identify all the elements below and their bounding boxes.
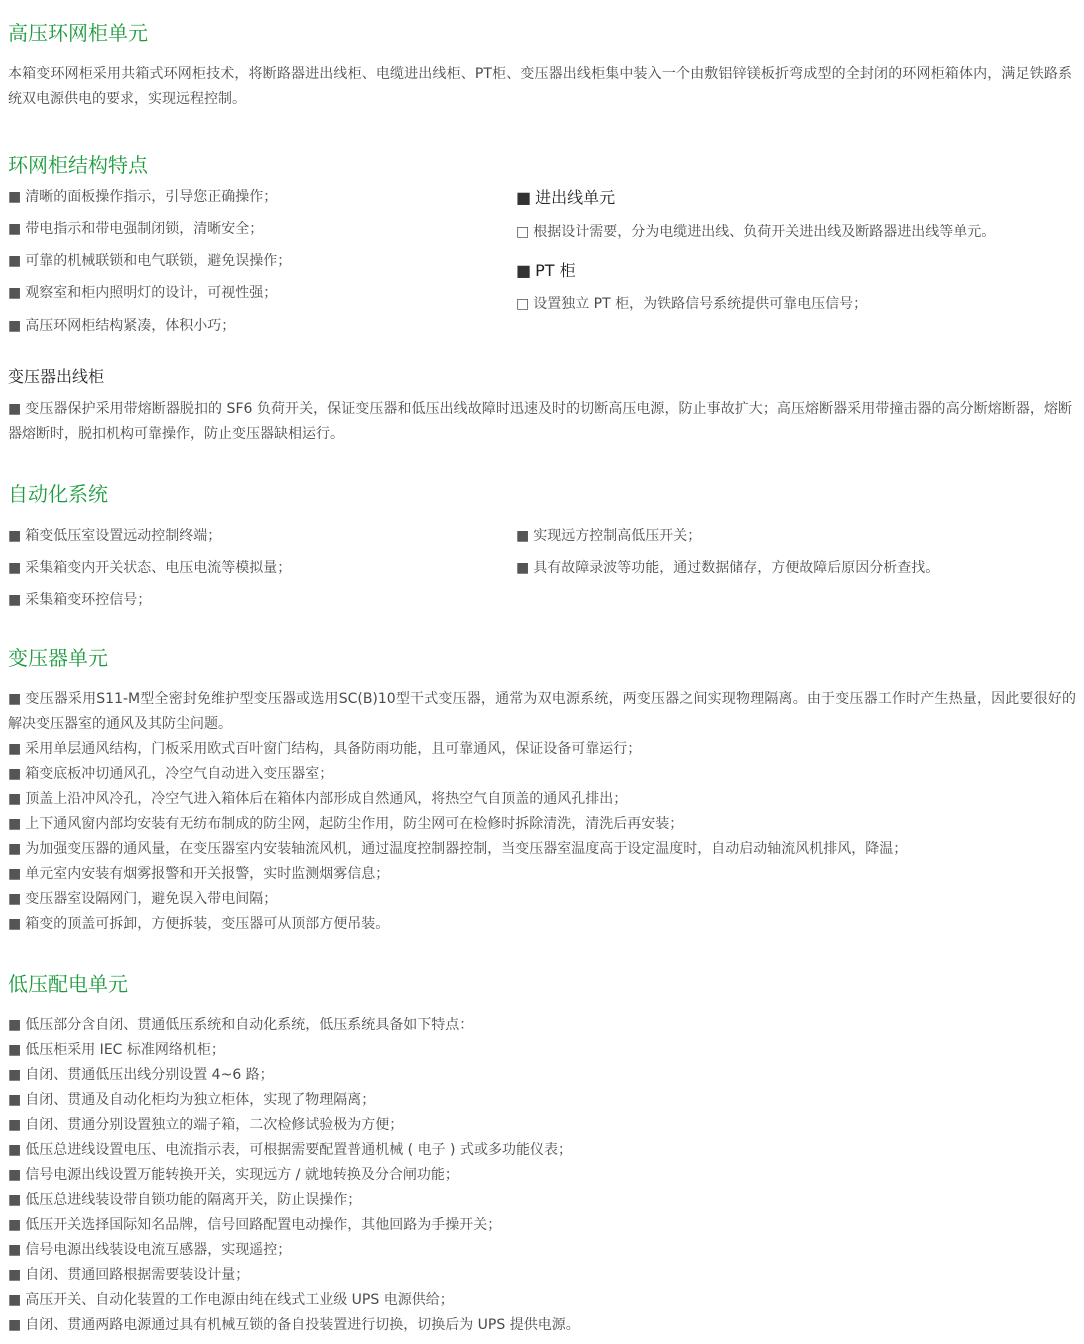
list-item: ■ 低压部分含自闭、贯通低压系统和自动化系统，低压系统具备如下特点： [8,1013,1076,1038]
subheading-label: 进出线单元 [535,188,616,207]
list-item: □ 设置独立 PT 柜，为铁路信号系统提供可靠电压信号； [516,294,867,314]
list-item: ■ 具有故障录波等功能，通过数据储存，方便故障后原因分析查找。 [516,558,939,578]
list-item: ■ 变压器采用S11-M型全密封免维护型变压器或选用SC(B)10型干式变压器，通常为双电源系统，两变压器之间实现物理隔离。由于变压器工作时产生热量，因此要很好的解决变压器室的通风及其防尘问题。 [8,687,1076,737]
list-item: ■ 自闭、贯通低压出线分别设置 4~6 路； [8,1063,1076,1088]
transformer-unit-list [8,687,1076,937]
square-bullet-icon: ■ [8,401,22,417]
list-item: ■ 自闭、贯通回路根据需要装设计量； [8,1263,1076,1288]
subheading-pt-cabinet [516,261,576,281]
section-title-structure: 环网柜结构特点 [8,153,148,177]
list-item: ■ 自闭、贯通两路电源通过具有机械互锁的备自投装置进行切换，切换后为 UPS 提供电源。 [8,1313,1076,1338]
section-title-lv-distribution: 低压配电单元 [8,972,128,996]
list-item: ■ 单元室内安装有烟雾报警和开关报警，实时监测烟雾信息； [8,862,1076,887]
list-item: ■ 信号电源出线装设电流互感器，实现遥控； [8,1238,1076,1263]
paragraph-text: 变压器保护采用带熔断器脱扣的 SF6 负荷开关，保证变压器和低压出线故障时迅速及时的切断高压电源，防止事故扩大；高压熔断器采用带撞击器的高分断熔断器，熔断器熔断时，脱扣机构可靠操作，防止变压器缺相运行。 [8,401,1073,442]
subheading-inout-unit [516,188,615,208]
list-item: ■ 观察室和柜内照明灯的设计，可视性强； [8,283,277,303]
list-item: ■ 采集箱变内开关状态、电压电流等模拟量； [8,558,291,578]
list-item: ■ 可靠的机械联锁和电气联锁，避免误操作； [8,251,291,271]
subheading-label: PT 柜 [535,261,576,280]
list-item: ■ 高压环网柜结构紧凑，体积小巧； [8,316,235,336]
list-item: ■ 低压总进线装设带自锁功能的隔离开关，防止误操作； [8,1188,1076,1213]
list-item: ■ 自闭、贯通及自动化柜均为独立柜体，实现了物理隔离； [8,1088,1076,1113]
list-item: ■ 低压总进线设置电压、电流指示表，可根据需要配置普通机械 ( 电子 ) 式或多功能仪表； [8,1138,1076,1163]
list-item: ■ 采用单层通风结构，门板采用欧式百叶窗门结构，具备防雨功能，且可靠通风，保证设备可靠运行； [8,737,1076,762]
list-item: ■ 自闭、贯通分别设置独立的端子箱，二次检修试验极为方便； [8,1113,1076,1138]
list-item: ■ 顶盖上沿冲风冷孔，冷空气进入箱体后在箱体内部形成自然通风，将热空气自顶盖的通风孔排出； [8,787,1076,812]
list-item: ■ 箱变的顶盖可拆卸，方便拆装，变压器可从顶部方便吊装。 [8,912,1076,937]
list-item: ■ 上下通风窗内部均安装有无纺布制成的防尘网，起防尘作用，防尘网可在检修时拆除清洗，清洗后再安装； [8,812,1076,837]
transformer-outlet-paragraph [8,397,1072,447]
list-item: ■ 低压柜采用 IEC 标准网络机柜； [8,1038,1076,1063]
list-item: ■ 实现远方控制高低压开关； [516,526,701,546]
section-title-hv-ring-main: 高压环网柜单元 [8,21,148,45]
list-item: ■ 箱变低压室设置远动控制终端； [8,526,221,546]
list-item: ■ 清晰的面板操作指示，引导您正确操作； [8,187,277,207]
list-item: ■ 低压开关选择国际知名品牌，信号回路配置电动操作，其他回路为手操开关； [8,1213,1076,1238]
list-item: ■ 变压器室设隔网门，避免误入带电间隔； [8,887,1076,912]
list-item: ■ 信号电源出线设置万能转换开关，实现远方 / 就地转换及分合闸功能； [8,1163,1076,1188]
lv-distribution-list [8,1013,1076,1338]
list-item: ■ 为加强变压器的通风量，在变压器室内安装轴流风机，通过温度控制器控制，当变压器室温度高于设定温度时，自动启动轴流风机排风，降温； [8,837,1076,862]
section-title-transformer-outlet: 变压器出线柜 [8,367,105,386]
list-item: ■ 高压开关、自动化装置的工作电源由纯在线式工业级 UPS 电源供给； [8,1288,1076,1313]
intro-paragraph: 本箱变环网柜采用共箱式环网柜技术，将断路器进出线柜、电缆进出线柜、PT柜、变压器出线柜集中装入一个由敷铝锌镁板折弯成型的全封闭的环网柜箱体内，满足铁路系统双电源供电的要求，实现远程控制。 [8,66,1072,107]
list-item: ■ 采集箱变环控信号； [8,590,151,610]
section-title-transformer-unit: 变压器单元 [8,646,108,670]
square-bullet-icon: ■ [516,261,532,280]
list-item: ■ 带电指示和带电强制闭锁，清晰安全； [8,219,263,239]
section-title-automation: 自动化系统 [8,482,108,506]
list-item: ■ 箱变底板冲切通风孔，冷空气自动进入变压器室； [8,762,1076,787]
list-item: □ 根据设计需要，分为电缆进出线、负荷开关进出线及断路器进出线等单元。 [516,222,995,242]
square-bullet-icon: ■ [516,188,532,207]
